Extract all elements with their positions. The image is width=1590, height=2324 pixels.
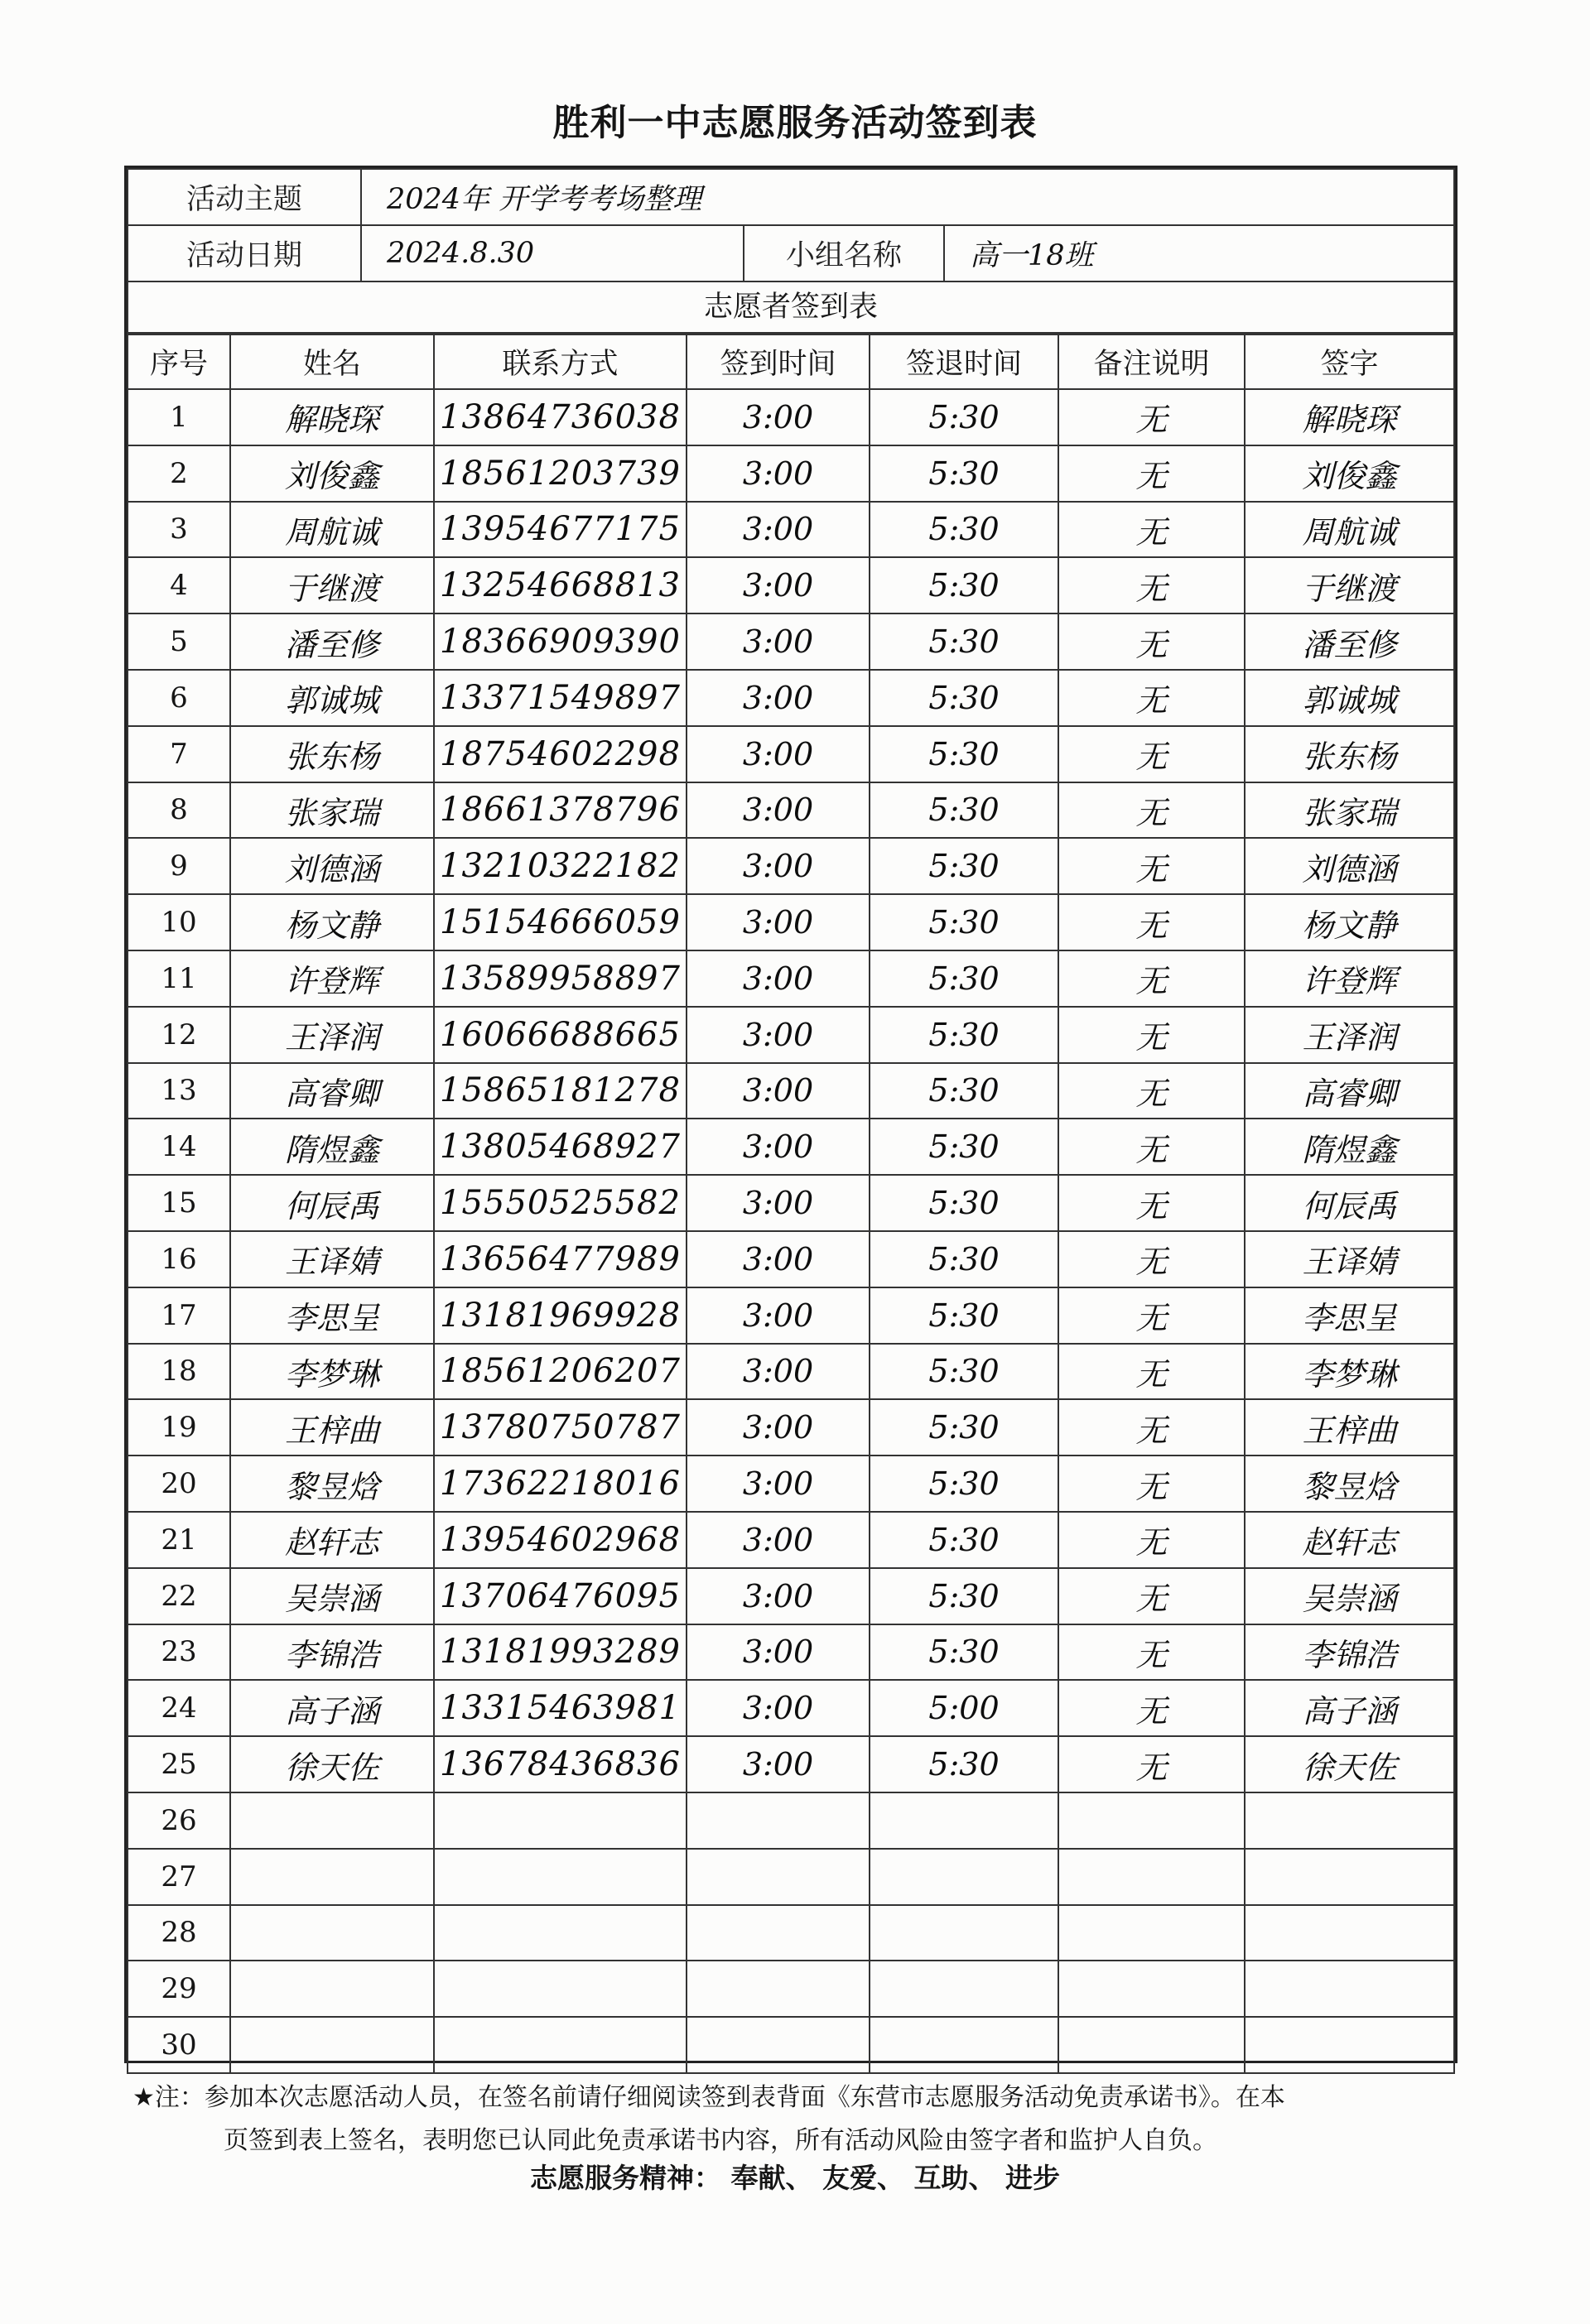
date-label: 活动日期 xyxy=(128,225,361,281)
volunteer-name: 徐天佐 xyxy=(230,1736,434,1792)
remark: 无 xyxy=(1058,1063,1245,1119)
signature: 于继渡 xyxy=(1245,557,1454,613)
row-number: 14 xyxy=(128,1119,230,1175)
checkout-time: 5:30 xyxy=(870,782,1058,839)
volunteer-name: 李梦琳 xyxy=(230,1344,434,1400)
signature: 何辰禹 xyxy=(1245,1175,1454,1231)
remark: 无 xyxy=(1058,670,1245,726)
row-number: 25 xyxy=(128,1736,230,1792)
remark xyxy=(1058,1792,1245,1849)
signature: 吴崇涵 xyxy=(1245,1568,1454,1624)
checkout-time: 5:30 xyxy=(870,894,1058,950)
checkout-time: 5:30 xyxy=(870,1119,1058,1175)
volunteer-name: 刘俊鑫 xyxy=(230,445,434,502)
checkout-time: 5:30 xyxy=(870,1007,1058,1063)
checkin-time: 3:00 xyxy=(687,1736,870,1792)
checkin-time: 3:00 xyxy=(687,557,870,613)
column-header: 姓名 xyxy=(230,334,434,389)
disclaimer-note xyxy=(132,2076,1458,2163)
contact-phone: 13954602968 xyxy=(434,1512,687,1568)
row-number: 30 xyxy=(128,2017,230,2073)
checkin-time: 3:00 xyxy=(687,838,870,894)
checkin-time: 3:00 xyxy=(687,670,870,726)
contact-phone: 13371549897 xyxy=(434,670,687,726)
checkout-time: 5:30 xyxy=(870,1624,1058,1681)
volunteer-name: 周航诚 xyxy=(230,502,434,558)
checkin-time: 3:00 xyxy=(687,389,870,445)
checkout-time: 5:30 xyxy=(870,502,1058,558)
checkout-time xyxy=(870,2017,1058,2073)
remark: 无 xyxy=(1058,1399,1245,1456)
volunteer-name: 赵轩志 xyxy=(230,1512,434,1568)
contact-phone: 13181993289 xyxy=(434,1624,687,1681)
contact-phone: 13589958897 xyxy=(434,950,687,1007)
checkout-time: 5:30 xyxy=(870,670,1058,726)
contact-phone: 13181969928 xyxy=(434,1287,687,1344)
table-row xyxy=(128,950,1454,1007)
checkin-time: 3:00 xyxy=(687,445,870,502)
remark: 无 xyxy=(1058,1007,1245,1063)
remark: 无 xyxy=(1058,1512,1245,1568)
table-row xyxy=(128,1007,1454,1063)
row-number: 12 xyxy=(128,1007,230,1063)
date-value: 2024.8.30 xyxy=(361,225,744,281)
remark: 无 xyxy=(1058,613,1245,670)
table-row xyxy=(128,1287,1454,1344)
row-number: 9 xyxy=(128,838,230,894)
row-number: 22 xyxy=(128,1568,230,1624)
row-number: 26 xyxy=(128,1792,230,1849)
checkout-time: 5:30 xyxy=(870,838,1058,894)
contact-phone: 18366909390 xyxy=(434,613,687,670)
checkout-time: 5:30 xyxy=(870,1456,1058,1512)
remark xyxy=(1058,2017,1245,2073)
volunteer-name: 李思呈 xyxy=(230,1287,434,1344)
checkout-time xyxy=(870,1792,1058,1849)
volunteer-name: 高子涵 xyxy=(230,1680,434,1736)
checkout-time: 5:30 xyxy=(870,1736,1058,1792)
checkin-time: 3:00 xyxy=(687,726,870,782)
checkin-time: 3:00 xyxy=(687,1512,870,1568)
row-number: 20 xyxy=(128,1456,230,1512)
remark: 无 xyxy=(1058,389,1245,445)
table-row xyxy=(128,502,1454,558)
volunteer-name: 于继渡 xyxy=(230,557,434,613)
table-row xyxy=(128,1792,1454,1849)
row-number: 5 xyxy=(128,613,230,670)
row-number: 8 xyxy=(128,782,230,839)
volunteer-name xyxy=(230,1905,434,1961)
disclaimer-line-1: ★注：参加本次志愿活动人员，在签名前请仔细阅读签到表背面《东营市志愿服务活动免责承诺书》。在本 xyxy=(132,2083,1285,2112)
signature xyxy=(1245,1849,1454,1905)
row-number: 1 xyxy=(128,389,230,445)
signature: 许登辉 xyxy=(1245,950,1454,1007)
volunteer-name: 许登辉 xyxy=(230,950,434,1007)
contact-phone: 13864736038 xyxy=(434,389,687,445)
table-row xyxy=(128,1063,1454,1119)
date-row xyxy=(128,225,1454,281)
checkout-time: 5:30 xyxy=(870,445,1058,502)
contact-phone: 18561203739 xyxy=(434,445,687,502)
table-row xyxy=(128,1568,1454,1624)
checkout-time: 5:30 xyxy=(870,726,1058,782)
contact-phone: 16066688665 xyxy=(434,1007,687,1063)
volunteer-name: 张家瑞 xyxy=(230,782,434,839)
checkout-time: 5:30 xyxy=(870,950,1058,1007)
remark: 无 xyxy=(1058,894,1245,950)
volunteer-name: 张东杨 xyxy=(230,726,434,782)
checkout-time: 5:30 xyxy=(870,1344,1058,1400)
table-header-row xyxy=(128,334,1454,389)
table-row xyxy=(128,1624,1454,1681)
contact-phone: 18661378796 xyxy=(434,782,687,839)
remark: 无 xyxy=(1058,782,1245,839)
volunteer-name: 黎昱焓 xyxy=(230,1456,434,1512)
contact-phone: 13656477989 xyxy=(434,1231,687,1287)
signature: 黎昱焓 xyxy=(1245,1456,1454,1512)
contact-phone: 13678436836 xyxy=(434,1736,687,1792)
signature: 徐天佐 xyxy=(1245,1736,1454,1792)
column-header: 签到时间 xyxy=(687,334,870,389)
row-number: 7 xyxy=(128,726,230,782)
column-header: 签退时间 xyxy=(870,334,1058,389)
checkin-time: 3:00 xyxy=(687,1119,870,1175)
table-row xyxy=(128,670,1454,726)
row-number: 6 xyxy=(128,670,230,726)
volunteer-name xyxy=(230,1792,434,1849)
contact-phone xyxy=(434,1905,687,1961)
remark: 无 xyxy=(1058,1175,1245,1231)
contact-phone: 18561206207 xyxy=(434,1344,687,1400)
signature: 刘俊鑫 xyxy=(1245,445,1454,502)
signature xyxy=(1245,1792,1454,1849)
checkout-time xyxy=(870,1961,1058,2017)
signature: 王泽润 xyxy=(1245,1007,1454,1063)
remark: 无 xyxy=(1058,445,1245,502)
row-number: 24 xyxy=(128,1680,230,1736)
volunteer-name xyxy=(230,1849,434,1905)
signin-sheet xyxy=(124,166,1458,2063)
checkout-time: 5:30 xyxy=(870,1512,1058,1568)
row-number: 21 xyxy=(128,1512,230,1568)
row-number: 2 xyxy=(128,445,230,502)
theme-value: 2024年 开学考考场整理 xyxy=(361,169,1454,225)
volunteer-name: 刘德涵 xyxy=(230,838,434,894)
checkout-time: 5:30 xyxy=(870,1175,1058,1231)
activity-header xyxy=(127,168,1455,282)
contact-phone xyxy=(434,1849,687,1905)
row-number: 18 xyxy=(128,1344,230,1400)
signature: 王译婧 xyxy=(1245,1231,1454,1287)
table-row xyxy=(128,389,1454,445)
contact-phone xyxy=(434,1961,687,2017)
checkin-time xyxy=(687,1849,870,1905)
table-row xyxy=(128,1849,1454,1905)
volunteer-name: 王梓曲 xyxy=(230,1399,434,1456)
table-row xyxy=(128,894,1454,950)
remark: 无 xyxy=(1058,1344,1245,1400)
contact-phone: 13210322182 xyxy=(434,838,687,894)
remark: 无 xyxy=(1058,726,1245,782)
table-row xyxy=(128,557,1454,613)
checkin-time: 3:00 xyxy=(687,1568,870,1624)
checkout-time: 5:30 xyxy=(870,1231,1058,1287)
disclaimer-line-2: 页签到表上签名，表明您已认同此免责承诺书内容，所有活动风险由签字者和监护人自负。 xyxy=(224,2126,1217,2155)
table-row xyxy=(128,782,1454,839)
contact-phone: 15154666059 xyxy=(434,894,687,950)
remark xyxy=(1058,1849,1245,1905)
remark: 无 xyxy=(1058,1568,1245,1624)
remark: 无 xyxy=(1058,502,1245,558)
contact-phone: 13315463981 xyxy=(434,1680,687,1736)
signature: 张家瑞 xyxy=(1245,782,1454,839)
checkout-time: 5:30 xyxy=(870,613,1058,670)
remark: 无 xyxy=(1058,838,1245,894)
checkout-time: 5:30 xyxy=(870,1063,1058,1119)
volunteer-name: 李锦浩 xyxy=(230,1624,434,1681)
signature: 高子涵 xyxy=(1245,1680,1454,1736)
checkin-time: 3:00 xyxy=(687,613,870,670)
remark: 无 xyxy=(1058,950,1245,1007)
volunteer-name: 隋煜鑫 xyxy=(230,1119,434,1175)
table-row xyxy=(128,1175,1454,1231)
signature: 杨文静 xyxy=(1245,894,1454,950)
checkin-time: 3:00 xyxy=(687,1624,870,1681)
volunteer-spirit: 志愿服务精神： 奉献、 友爱、 互助、 进步 xyxy=(530,2162,1060,2194)
remark: 无 xyxy=(1058,1624,1245,1681)
volunteer-name: 杨文静 xyxy=(230,894,434,950)
remark: 无 xyxy=(1058,1287,1245,1344)
checkin-time: 3:00 xyxy=(687,1287,870,1344)
checkout-time: 5:30 xyxy=(870,389,1058,445)
table-row xyxy=(128,1456,1454,1512)
signature xyxy=(1245,1905,1454,1961)
signin-banner: 志愿者签到表 xyxy=(127,282,1455,334)
table-row xyxy=(128,445,1454,502)
signature: 潘至修 xyxy=(1245,613,1454,670)
row-number: 10 xyxy=(128,894,230,950)
column-header: 联系方式 xyxy=(434,334,687,389)
checkout-time xyxy=(870,1905,1058,1961)
theme-label: 活动主题 xyxy=(128,169,361,225)
group-value: 高一18班 xyxy=(944,225,1454,281)
signature: 王梓曲 xyxy=(1245,1399,1454,1456)
row-number: 17 xyxy=(128,1287,230,1344)
signature: 高睿卿 xyxy=(1245,1063,1454,1119)
signature: 李梦琳 xyxy=(1245,1344,1454,1400)
table-row xyxy=(128,1905,1454,1961)
signature: 解晓琛 xyxy=(1245,389,1454,445)
row-number: 19 xyxy=(128,1399,230,1456)
checkout-time: 5:30 xyxy=(870,1287,1058,1344)
remark xyxy=(1058,1905,1245,1961)
signature: 郭诚城 xyxy=(1245,670,1454,726)
volunteer-name: 解晓琛 xyxy=(230,389,434,445)
checkin-time xyxy=(687,2017,870,2073)
page-title: 胜利一中志愿服务活动签到表 xyxy=(552,102,1038,144)
checkin-time: 3:00 xyxy=(687,502,870,558)
remark: 无 xyxy=(1058,1119,1245,1175)
row-number: 4 xyxy=(128,557,230,613)
table-row xyxy=(128,726,1454,782)
checkin-time: 3:00 xyxy=(687,1175,870,1231)
remark: 无 xyxy=(1058,1736,1245,1792)
table-row xyxy=(128,1736,1454,1792)
signature xyxy=(1245,2017,1454,2073)
group-label: 小组名称 xyxy=(744,225,944,281)
checkin-time: 3:00 xyxy=(687,950,870,1007)
checkin-time: 3:00 xyxy=(687,1456,870,1512)
row-number: 11 xyxy=(128,950,230,1007)
signature: 周航诚 xyxy=(1245,502,1454,558)
volunteer-name: 高睿卿 xyxy=(230,1063,434,1119)
checkin-time: 3:00 xyxy=(687,894,870,950)
checkout-time xyxy=(870,1849,1058,1905)
signature: 刘德涵 xyxy=(1245,838,1454,894)
contact-phone xyxy=(434,1792,687,1849)
row-number: 15 xyxy=(128,1175,230,1231)
volunteer-name: 潘至修 xyxy=(230,613,434,670)
row-number: 23 xyxy=(128,1624,230,1681)
contact-phone: 15550525582 xyxy=(434,1175,687,1231)
volunteer-name: 郭诚城 xyxy=(230,670,434,726)
signature: 张东杨 xyxy=(1245,726,1454,782)
column-header: 签字 xyxy=(1245,334,1454,389)
signature xyxy=(1245,1961,1454,2017)
checkout-time: 5:30 xyxy=(870,1568,1058,1624)
signature: 李思呈 xyxy=(1245,1287,1454,1344)
volunteer-name: 王译婧 xyxy=(230,1231,434,1287)
table-row xyxy=(128,1399,1454,1456)
table-row xyxy=(128,1231,1454,1287)
checkout-time: 5:30 xyxy=(870,1399,1058,1456)
row-number: 13 xyxy=(128,1063,230,1119)
checkout-time: 5:30 xyxy=(870,557,1058,613)
contact-phone: 13780750787 xyxy=(434,1399,687,1456)
checkin-time xyxy=(687,1961,870,2017)
volunteer-name: 何辰禹 xyxy=(230,1175,434,1231)
remark: 无 xyxy=(1058,1680,1245,1736)
contact-phone xyxy=(434,2017,687,2073)
checkin-time: 3:00 xyxy=(687,1344,870,1400)
checkin-time xyxy=(687,1905,870,1961)
remark: 无 xyxy=(1058,1456,1245,1512)
contact-phone: 15865181278 xyxy=(434,1063,687,1119)
volunteer-name: 王泽润 xyxy=(230,1007,434,1063)
checkin-time: 3:00 xyxy=(687,1231,870,1287)
table-row xyxy=(128,2017,1454,2073)
contact-phone: 13706476095 xyxy=(434,1568,687,1624)
contact-phone: 13254668813 xyxy=(434,557,687,613)
table-row xyxy=(128,1961,1454,2017)
contact-phone: 18754602298 xyxy=(434,726,687,782)
table-row xyxy=(128,1680,1454,1736)
checkin-time: 3:00 xyxy=(687,1680,870,1736)
theme-row xyxy=(128,169,1454,225)
row-number: 27 xyxy=(128,1849,230,1905)
checkin-time: 3:00 xyxy=(687,1063,870,1119)
remark xyxy=(1058,1961,1245,2017)
volunteer-table xyxy=(127,334,1455,2074)
volunteer-name: 吴崇涵 xyxy=(230,1568,434,1624)
volunteer-name xyxy=(230,2017,434,2073)
column-header: 序号 xyxy=(128,334,230,389)
checkout-time: 5:00 xyxy=(870,1680,1058,1736)
volunteer-name xyxy=(230,1961,434,2017)
checkin-time: 3:00 xyxy=(687,1399,870,1456)
checkin-time: 3:00 xyxy=(687,782,870,839)
contact-phone: 13805468927 xyxy=(434,1119,687,1175)
table-row xyxy=(128,1119,1454,1175)
table-row xyxy=(128,613,1454,670)
remark: 无 xyxy=(1058,557,1245,613)
table-row xyxy=(128,838,1454,894)
signature: 隋煜鑫 xyxy=(1245,1119,1454,1175)
row-number: 29 xyxy=(128,1961,230,2017)
column-header: 备注说明 xyxy=(1058,334,1245,389)
contact-phone: 17362218016 xyxy=(434,1456,687,1512)
checkin-time: 3:00 xyxy=(687,1007,870,1063)
table-row xyxy=(128,1512,1454,1568)
row-number: 16 xyxy=(128,1231,230,1287)
checkin-time xyxy=(687,1792,870,1849)
signature: 李锦浩 xyxy=(1245,1624,1454,1681)
remark: 无 xyxy=(1058,1231,1245,1287)
table-row xyxy=(128,1344,1454,1400)
contact-phone: 13954677175 xyxy=(434,502,687,558)
row-number: 3 xyxy=(128,502,230,558)
row-number: 28 xyxy=(128,1905,230,1961)
signature: 赵轩志 xyxy=(1245,1512,1454,1568)
